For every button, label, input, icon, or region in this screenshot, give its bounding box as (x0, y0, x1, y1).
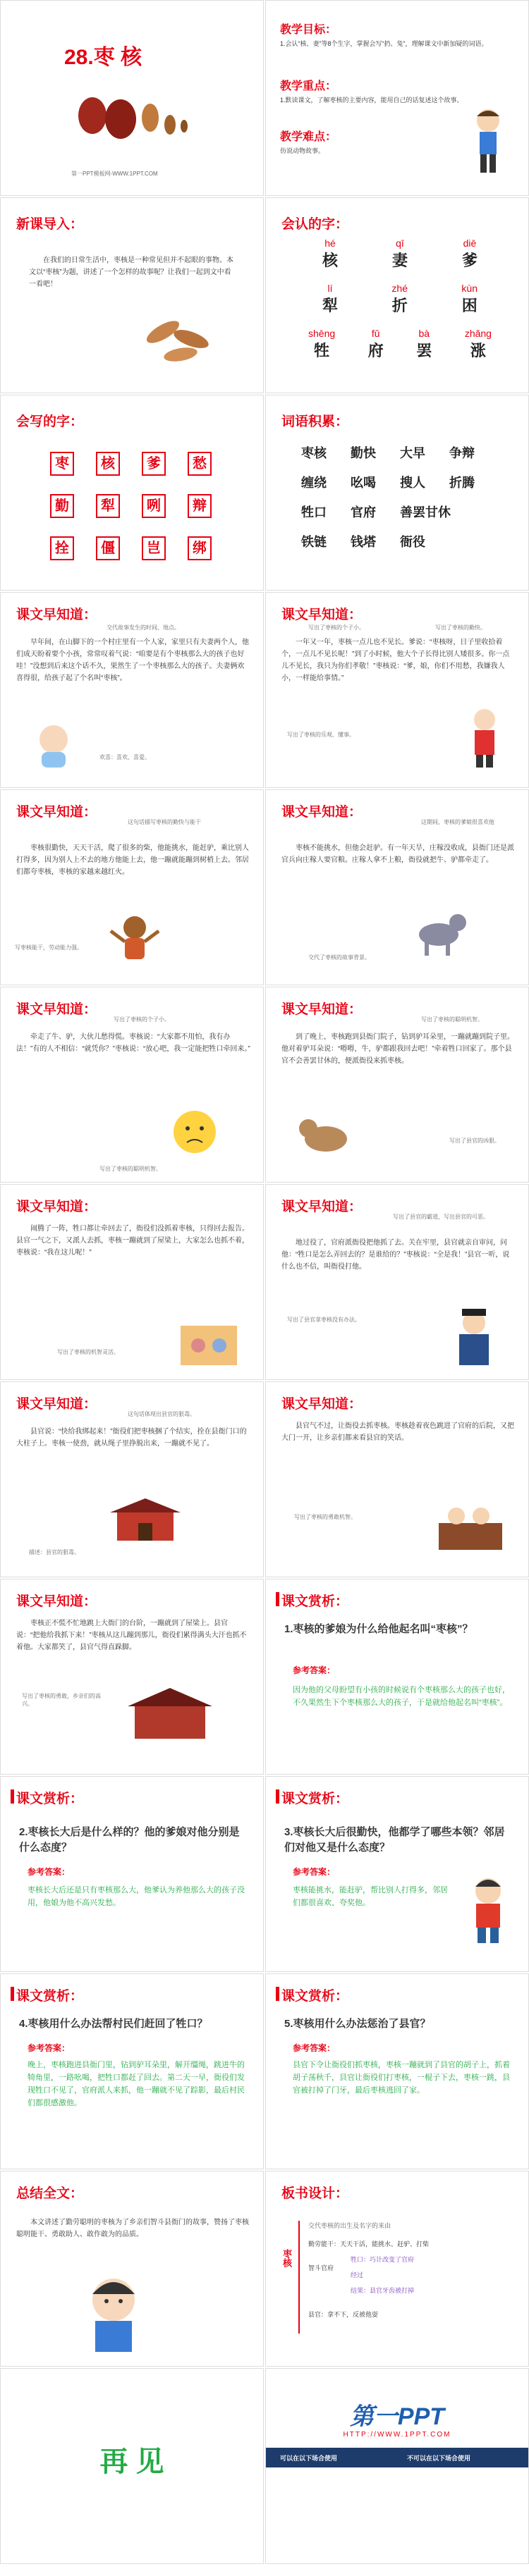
char-box: 爹 (142, 452, 166, 476)
usage-forbidden-label: 不可以在以下场合使用 (407, 2455, 471, 2462)
word: 枣核 (301, 446, 327, 460)
answer-label: 参考答案： (28, 1867, 71, 1877)
hanzi: 府 (367, 342, 384, 359)
caption: 写出了县官拿枣核没有办法。 (287, 1317, 360, 1323)
char-box: 拴 (50, 536, 74, 560)
story-text: 地过役了，官府派衙役把他抓了去。关在牢里，县官就亲自审问，问他：“牲口是怎么弄回去的？是谁给的？”枣核说：“全是我！”县官一听，说什么也不信，叫衙役打他。 (281, 1239, 510, 1271)
slide-analysis-3 (265, 1776, 529, 1972)
char-row-2 (322, 283, 478, 316)
annotation: 这句话描写枣核的勤快与能干 (128, 819, 201, 825)
story-text: 枣核很勤快，天天干活，爬了很多的柴，他能挑水，能赶驴，乘比别人打得多，因为别人上不去的地方他能上去，他一蹦就能蹦到树梢上去。邻居们都夸枣核，枣核的家越来越红火。 (16, 844, 249, 876)
hanzi: 涨 (470, 342, 486, 359)
char-box: 勤 (50, 494, 74, 518)
slide-summary (0, 2171, 264, 2367)
annotation: 交代故事发生的时间、地点。 (107, 624, 180, 631)
annotation: 写出了枣核的勤快。 (435, 624, 486, 631)
slide-brand (265, 2368, 529, 2564)
official-illustration (442, 1305, 506, 1368)
slide-cover (0, 0, 264, 196)
char-row-1 (322, 238, 478, 271)
temple-illustration (128, 1685, 212, 1742)
analysis-title: 课文赏析： (281, 1989, 349, 2004)
hanzi: 犁 (322, 297, 339, 314)
story-title: 课文早知道： (281, 1002, 363, 1017)
story-title: 课文早知道： (281, 1200, 363, 1214)
analysis-title: 课文赏析： (16, 1792, 84, 1806)
annotation: 这期间，枣核的爹娘很喜欢他 (421, 819, 494, 825)
annotation: 写出了县官的霸道，写出县官的可恶。 (393, 1214, 489, 1220)
caption: 写枣核能干，劳动能力强。 (15, 944, 83, 951)
pinyin: shēng (308, 328, 336, 339)
crowd-illustration (435, 1488, 506, 1551)
scene-illustration (177, 1319, 241, 1368)
question-text: 5.枣核用什么办法惩治了县官？ (284, 2018, 431, 2030)
goal-heading: 教学目标： (280, 24, 337, 36)
caption: 写出了县官的凶狠。 (449, 1138, 500, 1144)
palace-illustration (107, 1495, 184, 1544)
pinyin: qī (396, 238, 404, 249)
word: 争辩 (449, 446, 475, 460)
story-text: 闹腾了一阵，牲口都让牵回去了，衙役们没抓着枣核，只得回去报告。县官一气之下，又派人去抓，枣核一蹦就到了屋梁上，大家怎么也抓不着，枣核说：“我在这儿呢！” (16, 1225, 249, 1257)
story-text: 早年间，在山脚下的一个村庄里有一个人家，家里只有夫妻两个人，他们成天盼着要个小孩，常常叹着气说：“咱要是有个枣核那么大的孩子也好哇！”没想到后来这个话不久，果然生了一个枣核那么大的孩子。夫妻俩欢喜得很，给孩子起了个名叫“枣核”。 (16, 639, 249, 682)
word-grid (301, 438, 513, 556)
caption: 描述：县官的狠毒。 (29, 1549, 80, 1555)
answer-label: 参考答案： (28, 2043, 71, 2053)
cover-caption: 第一PPT模板网-WWW.1PPT.COM (71, 171, 158, 177)
slide-story-7 (0, 1184, 264, 1380)
slide-analysis-2 (0, 1776, 264, 1972)
pinyin: diē (463, 238, 477, 249)
word: 吆喝 (351, 476, 376, 490)
pinyin: kùn (461, 283, 478, 294)
word: 钱塔 (351, 535, 376, 549)
summary-title: 总结全文： (16, 2186, 84, 2201)
slide-recognize-chars (265, 197, 529, 393)
summary-text: 本文讲述了勤劳聪明的枣核为了乡亲们智斗县衙门的故事，赞扬了枣核聪明能干、勇敢助人、敢作敢为的品质。 (16, 2219, 249, 2238)
caption: 欢喜：喜欢、喜爱。 (99, 754, 150, 760)
slide-story-10 (265, 1381, 529, 1577)
question-text: 4.枣核用什么办法帮村民们赶回了牲口？ (19, 2018, 208, 2030)
analysis-title: 课文赏析： (16, 1989, 84, 2004)
char-box: 僵 (96, 536, 120, 560)
board-line-4: 牲口：巧计改变了官府 (351, 2256, 415, 2263)
hanzi: 折 (391, 297, 408, 314)
annotation: 写出了枣核的聪明机智。 (421, 1016, 483, 1023)
answer-label: 参考答案： (293, 2043, 336, 2053)
board-line-2: 勤劳能干：天天干活，能挑水、赶驴、打柴 (308, 2241, 430, 2248)
char-box: 核 (96, 452, 120, 476)
slide-intro (0, 197, 264, 393)
worried-emoji (170, 1107, 219, 1157)
slide-story-1 (0, 592, 264, 788)
intro-text: 在我们的日常生活中，枣核是一种常见但并不起眼的事物。本文以“枣核”为题，讲述了一个怎样的故事呢？让我们一起到文中看一看吧！ (29, 257, 233, 288)
word: 缠绕 (301, 476, 327, 490)
goal-text: 1.会认“核、妻”等8个生字，掌握会写“扔、兔”，理解课文中新加疑的词语。 (280, 40, 488, 47)
word: 搜人 (400, 476, 425, 490)
annotation: 写出了枣核的个子小。 (114, 1016, 170, 1023)
slide-goals (265, 0, 529, 196)
story-title: 课文早知道： (16, 805, 97, 820)
answer-text: 县官下令让衙役们抓枣核，枣核一蹦就到了县官的胡子上，抓着胡子荡秋千，县官让衙役们打枣核，一棍子下去，枣核一跳，县官被打掉了门牙，最后枣核逃回了家。 (293, 2061, 510, 2095)
annotation: 这句话体现出县官的狠毒。 (128, 1411, 195, 1417)
word: 衙役 (400, 535, 425, 549)
board-line-1: 交代枣核的出生及名字的来由 (308, 2222, 391, 2229)
story-title: 课文早知道： (16, 1200, 97, 1214)
hard-text: 仿说动物故事。 (280, 147, 325, 154)
story-title: 课文早知道： (281, 805, 363, 820)
story-text: 一年又一年，枣核一点儿也不见长。爹说：“枣核呀，日子里收拾着个，一点儿不见长呢！”到了小时候，他大个子长得比别人矮很多。你一点儿不见长，我只为你们孝敬！”枣核说：“爹，娘，你们不用愁，我嫌我人小，一样能给事情。” (281, 639, 510, 682)
story-text: 到了晚上，枣核跑到县衙门院子，钻到驴耳朵里，一蹦就蹦到院子里。他对着驴耳朵说：“嘚嘚，牛，驴都跟我回去吧！”牵着牲口回家了。那个县官不会善罢甘休的，便派衙役来抓枣核。 (281, 1033, 514, 1065)
pinyin: hé (324, 238, 336, 249)
slide-story-9 (0, 1381, 264, 1577)
slide-story-8 (265, 1184, 529, 1380)
slide-analysis-4 (0, 1973, 264, 2169)
usage-allowed-label: 可以在以下场合使用 (280, 2455, 338, 2462)
slide-story-3 (0, 789, 264, 985)
board-line-3: 智斗官府 (308, 2264, 334, 2272)
answer-label: 参考答案： (293, 1665, 336, 1675)
story-text: 县官说：“快给我绑起来！”衙役们把枣核捆了个结实，拴在县衙门口的大柱子上。枣核一使劲，就从绳子里挣脱出来，一蹦就不见了。 (16, 1428, 247, 1448)
story-title: 课文早知道： (16, 608, 97, 622)
word: 铁链 (301, 535, 327, 549)
slide-story-6 (265, 987, 529, 1183)
donkey-illustration (407, 903, 470, 959)
answer-text: 晚上，枣核跑进县衙门里，钻到驴耳朵里，解开缰绳，跳进牛的犄角里，一路吆喝，把牲口都赶了回去。第二天一早，衙役们发现牲口不见了，官府派人来抓，他一蹦就不见了踪影，最后村民们都很感激他。 (28, 2061, 245, 2107)
story-text: 牵走了牛、驴，大伙儿愁得慌。枣核说：“大家都不用怕，我有办法！”有的人不相信：“就凭你？”枣核说：“放心吧，我一定能把牲口牵回来。” (16, 1033, 250, 1053)
brand-footer (266, 2448, 528, 2563)
boy-illustration (470, 106, 506, 177)
caption: 写出了枣核的机智灵活。 (57, 1349, 119, 1355)
question-text: 1.枣核的爹娘为什么给他起名叫“枣核”？ (284, 1623, 473, 1635)
char-box: 枣 (50, 452, 74, 476)
char-box: 咧 (142, 494, 166, 518)
hanzi: 困 (461, 297, 478, 314)
kid-illustration (463, 705, 506, 769)
baby-illustration (29, 720, 78, 769)
caption: 写出了枣核的勇敢，乡亲们的高兴。 (22, 1693, 101, 1707)
story-text: 枣核正不慌不忙地跳上大衙门的台阶，一蹦就到了屋梁上。县官说：“把他给我抓下来！”枣核从这儿蹦到那儿，衙役们累得满头大汗也抓不着他。大家都笑了，县官气得直跺脚。 (16, 1620, 247, 1651)
slide-story-2 (265, 592, 529, 788)
slide-analysis-1 (265, 1579, 529, 1775)
word: 善罢甘休 (400, 505, 451, 519)
story-title: 课文早知道： (281, 608, 363, 622)
char-box: 绑 (188, 536, 212, 560)
story-title: 课文早知道： (16, 1397, 97, 1412)
story-title: 课文早知道： (281, 1397, 363, 1412)
word: 官府 (351, 505, 376, 519)
hanzi: 牲 (314, 342, 330, 359)
slide-words (265, 395, 529, 591)
char-box: 岂 (142, 536, 166, 560)
board-line-7: 县官：拿不下，反被他耍 (308, 2311, 379, 2318)
monkey-illustration (107, 910, 163, 973)
word: 牲口 (301, 505, 327, 519)
hanzi: 核 (322, 252, 339, 269)
answer-text: 枣核能挑水，能赶驴，帮比别人打得多，邻居们都很喜欢、夸奖他。 (293, 1886, 448, 1907)
student-illustration (78, 2270, 149, 2355)
key-text: 1.默读课文，了解枣核的主要内容，能用自己的话复述这个故事。 (280, 97, 463, 104)
jujube-image (71, 84, 191, 147)
char-box: 愁 (188, 452, 212, 476)
write-title: 会写的字： (16, 414, 84, 429)
word: 勤快 (351, 446, 376, 460)
key-heading: 教学重点： (280, 80, 337, 92)
answer-text: 因为他的父母盼望有小孩的时候说有个枣核那么大的孩子也好，不久果然生下个枣核那么大的孩子，于是就给他起名叫“枣核”。 (293, 1686, 510, 1707)
annotation: 写出了枣核的个子小。 (308, 624, 365, 631)
analysis-title: 课文赏析： (281, 1594, 349, 1609)
word: 折腾 (449, 476, 475, 490)
pinyin: fǔ (371, 328, 380, 339)
hard-heading: 教学难点： (280, 131, 337, 143)
pinyin: bà (418, 328, 430, 339)
cover-title: 28.枣 核 (64, 46, 142, 69)
caption: 写出了枣核的乐观、懂事。 (287, 732, 355, 738)
slide-write-chars (0, 395, 264, 591)
char-box: 犁 (96, 494, 120, 518)
slide-analysis-5 (265, 1973, 529, 2169)
slide-goodbye (0, 2368, 264, 2564)
pinyin: zhé (391, 283, 408, 294)
story-title: 课文早知道： (16, 1594, 97, 1609)
slide-story-5 (0, 987, 264, 1183)
pinyin: lí (327, 283, 333, 294)
board-line-5: 经过 (351, 2272, 364, 2279)
question-text: 2.枣核长大后是什么样的？他的爹娘对他分别是什么态度？ (19, 1826, 240, 1854)
hanzi: 罢 (416, 342, 432, 359)
pinyin: zhǎng (464, 328, 492, 339)
answer-text: 枣核长大后还是只有枣核那么大，他爹认为养他那么大的孩子没用，他娘为他不高兴发愁。 (28, 1886, 245, 1907)
caption: 写出了枣核的勇敢机智。 (294, 1514, 356, 1520)
char-row-3 (308, 328, 492, 361)
question-text: 3.枣核长大后很勤快，他都学了哪些本领？邻居们对他又是什么态度？ (284, 1826, 505, 1854)
caption: 交代了枣核的故事背景。 (308, 954, 370, 961)
analysis-title: 课文赏析： (281, 1792, 349, 1806)
intro-title: 新课导入： (16, 217, 84, 232)
child-illustration (463, 1875, 513, 1946)
ox-illustration (294, 1107, 358, 1164)
goodbye-text: 再 见 (99, 2446, 164, 2477)
hanzi: 爹 (461, 252, 478, 269)
jujube-pits-image (142, 311, 219, 367)
caption: 写出了枣核的聪明机智。 (99, 1166, 162, 1172)
recognize-title: 会认的字： (281, 217, 349, 232)
slide-story-4 (265, 789, 529, 985)
words-title: 词语积累： (281, 414, 349, 429)
story-text: 县官气不过，让衙役去抓枣核。枣核趁着夜色跳进了官府的后院，又把大门一开，让乡亲们都来看县官的笑话。 (281, 1422, 514, 1442)
hanzi: 妻 (391, 252, 408, 269)
story-text: 枣核不能挑水，但他会赶驴。有一年天旱，庄稼没收成，县衙门还是派官兵向庄稼人要官粮。庄稼人拿不上粮，衙役就把牛、驴都牵走了。 (281, 844, 514, 864)
brand-url[interactable]: HTTP://WWW.1PPT.COM (343, 2431, 451, 2439)
answer-label: 参考答案： (293, 1867, 336, 1877)
story-title: 课文早知道： (16, 1002, 97, 1017)
board-side-label: 枣核 (281, 2249, 292, 2267)
word: 大早 (400, 446, 425, 460)
board-line-6: 结果：县官牙齿被打掉 (351, 2287, 415, 2294)
slide-story-11 (0, 1579, 264, 1775)
char-box: 辩 (188, 494, 212, 518)
brand-logo: 第一PPT (349, 2403, 445, 2430)
board-title: 板书设计： (281, 2186, 349, 2201)
slide-board-design (265, 2171, 529, 2367)
